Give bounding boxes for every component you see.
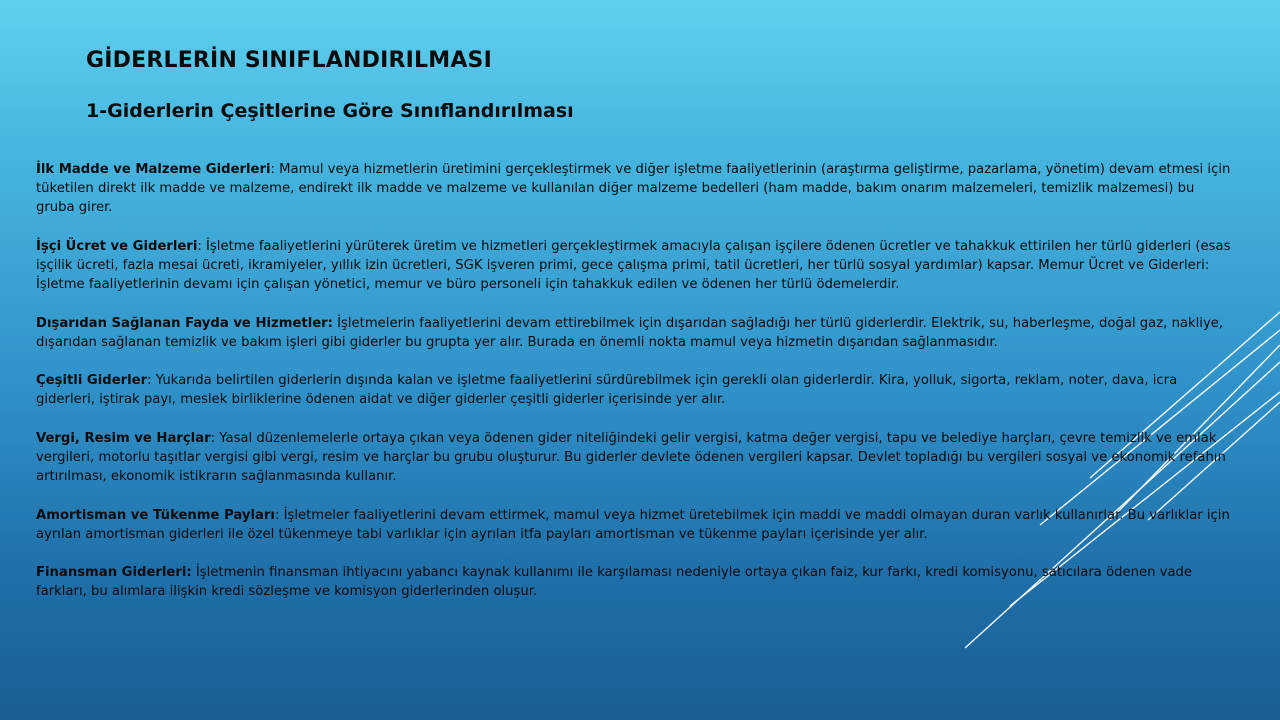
paragraph-text: : İşletme faaliyetlerini yürüterek üretim ve hizmetleri gerçekleştirmek amacıyla çalışan işçilere ödenen ücretler ve tahakkuk ettirilen her türlü giderleri (esas işçilik ücreti, fazla mesai ücreti, ikramiyeler, yıllık izin ücretleri, SGK işveren primi, gece çalışma primi, tatil ücretleri, her türlü sosyal yardımlar) kapsar. Memur Ücret ve Giderleri: İşletme faaliyetlerinin devamı için çalışan yönetici, memur ve büro personeli için tahakkuk edilen ve ödenen her türlü ödemelerdir. [36,238,1231,293]
paragraph-heading: İşçi Ücret ve Giderleri [36,238,198,254]
paragraph-heading: Amortisman ve Tükenme Payları [36,507,275,523]
paragraph-cesitli-giderler [36,371,1236,409]
paragraph-disaridan-saglanan [36,314,1236,352]
paragraph-heading: Çeşitli Giderler [36,373,148,389]
paragraph-vergi-resim [36,429,1236,487]
paragraph-amortisman [36,506,1236,544]
paragraph-isci-ucret [36,237,1236,295]
paragraph-heading: Vergi, Resim ve Harçlar [36,430,211,446]
paragraph-text: : İşletmeler faaliyetlerini devam ettirmek, mamul veya hizmet üretebilmek için maddi ve maddi olmayan duran varlık kullanırlar. Bu varlıklar için ayrılan amortisman giderleri ile özel tükenmeye tabi varlıklar için ayrılan itfa payları amortisman ve tükenme payları içerisinde yer alır. [36,507,1230,542]
content-body [36,160,1236,621]
paragraph-text: İşletmenin finansman ihtiyacını yabancı kaynak kullanımı ile karşılaması nedeniyle ortaya çıkan faiz, kur farkı, kredi komisyonu, satıcılara ödenen vade farkları, bu alımlara ilişkin kredi sözleşme ve komisyon giderlerinden oluşur. [36,565,1193,600]
slide-subtitle: 1-Giderlerin Çeşitlerine Göre Sınıflandırılması [86,100,574,122]
slide-title: GİDERLERİN SINIFLANDIRILMASI [86,48,492,73]
paragraph-heading: Finansman Giderleri: [36,565,192,581]
paragraph-text: : Yukarıda belirtilen giderlerin dışında kalan ve işletme faaliyetlerini sürdürebilmek için gerekli olan giderlerdir. Kira, yolluk, sigorta, reklam, noter, dava, icra giderleri, iştirak payı, meslek birliklerine ödenen aidat ve diğer giderler çeşitli giderler içerisinde yer alır. [36,373,1178,408]
paragraph-text: : Yasal düzenlemelerle ortaya çıkan veya ödenen gider niteliğindeki gelir vergisi, katma değer vergisi, tapu ve belediye harçları, çevre temizlik ve emlak vergileri, motorlu taşıtlar vergisi gibi vergi, resim ve harçlar bu grubu oluşturur. Bu giderler devlete ödenen vergileri kapsar. Devlet topladığı bu vergileri sosyal ve ekonomik refahın artırılması, ekonomik istikrarın sağlanmasında kullanır. [36,430,1226,485]
paragraph-text: İşletmelerin faaliyetlerini devam ettirebilmek için dışarıdan sağladığı her türlü giderlerdir. Elektrik, su, haberleşme, doğal gaz, nakliye, dışarıdan sağlanan temizlik ve bakım işleri gibi giderler bu grupta yer alır. Burada en önemli nokta mamul veya hizmetin dışarıdan sağlanmasıdır. [36,315,1224,350]
paragraph-ilk-madde [36,160,1236,218]
paragraph-finansman [36,563,1236,601]
paragraph-heading: Dışarıdan Sağlanan Fayda ve Hizmetler: [36,315,333,331]
paragraph-text: : Mamul veya hizmetlerin üretimini gerçekleştirmek ve diğer işletme faaliyetlerinin (araştırma geliştirme, pazarlama, yönetim) devam etmesi için tüketilen direkt ilk madde ve malzeme, endirekt ilk madde ve malzeme ve kullanılan diğer malzeme bedelleri (ham madde, bakım onarım malzemeleri, temizlik malzemesi) bu gruba girer. [36,162,1231,216]
paragraph-heading: İlk Madde ve Malzeme Giderleri [36,162,271,177]
